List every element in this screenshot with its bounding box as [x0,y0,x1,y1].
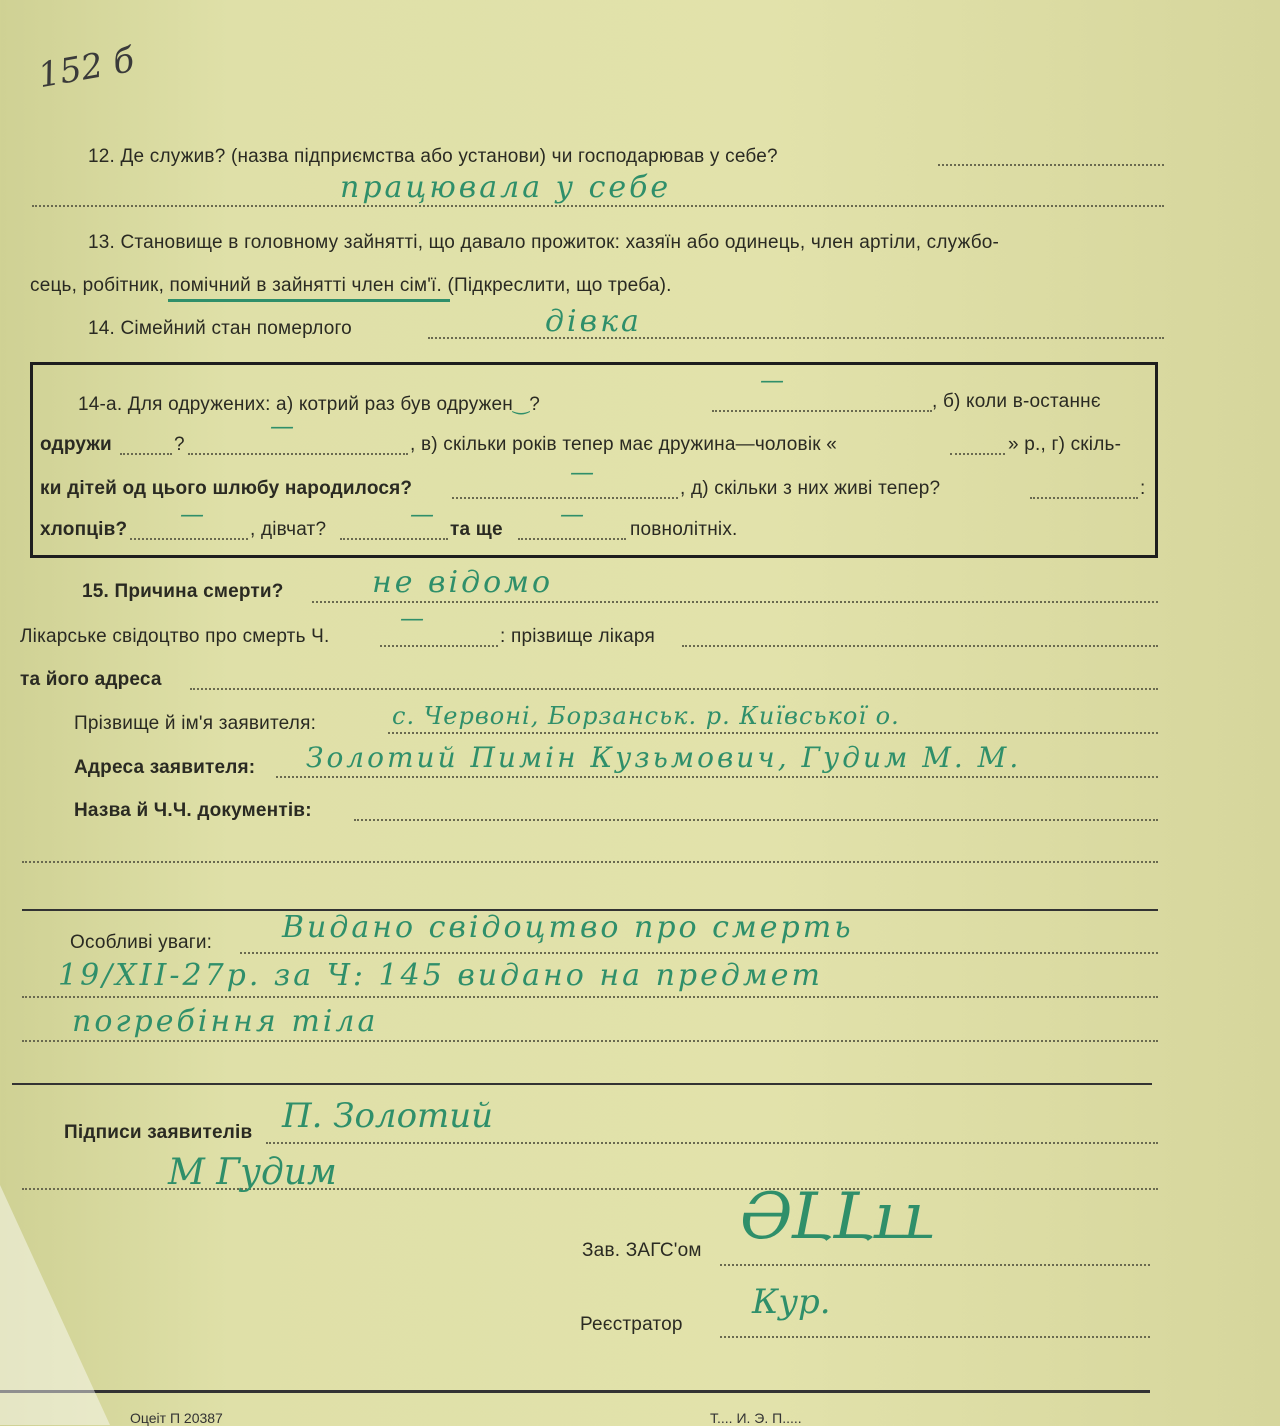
notes-text-2: 19/XII-27р. за Ч: 145 видано на предмет [58,958,823,993]
applicant-name-label: Прізвище й ім'я заявителя: [74,713,317,734]
doctor-cert-dash: — [400,604,425,632]
q14a-line4-a: хлопців? [40,519,128,540]
doctor-cert-blank [380,645,498,647]
q14a-line2-b: , в) скільки років тепер має дружина—чоловік « [410,434,838,455]
q14a-line2-blank-c [950,453,1005,455]
q14a-line4-b: , дівчат? [250,519,327,540]
zags-head-line [720,1264,1150,1266]
signatures-line-1 [266,1142,1158,1144]
applicant-address-label: Адреса заявителя: [74,757,256,778]
q14a-line2-a: одружи [40,434,112,455]
q13-line1: 13. Становище в головному зайнятті, що давало прожиток: хазяїн або одинець, член артіли, службо- [88,232,1000,253]
q12-blank [938,164,1164,166]
notes-text-1: Видано свідоцтво про смерть [282,910,854,945]
q14a-line1: 14-а. Для одружених: а) котрий раз був одружен‿? [78,391,541,415]
q14a-line4-blank-c [518,538,626,540]
signatures-label: Підписи заявителів [64,1122,253,1143]
doctor-address-label: та його адреса [20,669,162,690]
q14a-dash-1: — [760,366,785,394]
applicant-docs-line-2 [22,861,1158,863]
q14a-dash-4: — [180,500,205,528]
q14a-line4-blank-a [130,538,248,540]
q12-answer: працювала у себе [340,170,672,205]
q15-label: 15. Причина смерти? [82,581,284,602]
applicant-name-value: с. Червоні, Борзанськ. р. Київської о. [392,702,900,730]
zags-head-signature: ӘԼԼււ [740,1180,932,1254]
q13-line2 [30,275,672,297]
q14a-line3-blank-b [1030,497,1138,499]
q13-underlined-option: помічний в зайнятті член сім'ї. [170,275,448,296]
q14a-line2-blank-b [188,453,408,455]
doctor-surname-blank [682,645,1158,647]
footer-left: Оцеіт П 20387 [130,1410,223,1426]
q14a-line3-blank-a [452,497,678,499]
q14a-line4-d: повнолітніх. [630,519,738,540]
applicant-address-line [276,776,1158,778]
registrar-label: Реєстратор [580,1314,683,1335]
q14a-dash-2: — [270,412,295,440]
page-fold [0,1185,110,1425]
notes-label: Особливі уваги: [70,932,213,953]
notes-line-2 [22,996,1158,998]
bottom-border-line [0,1390,1150,1393]
q14-answer-line [428,337,1164,339]
q14a-line2-c: » р., г) скіль- [1008,434,1122,455]
separator-line-2 [12,1083,1152,1085]
applicant-name-line [388,732,1158,734]
q13-line2-after: (Підкреслити, що треба). [447,275,672,296]
q14a-line2-q: ? [174,434,185,455]
q14a-dash-6: — [560,500,585,528]
applicant-signature-1: П. Золотий [282,1096,494,1136]
q14a-line4-blank-b [340,538,448,540]
q14-label: 14. Сімейний стан померлого [88,318,352,339]
q14a-line4-c: та ще [450,519,503,540]
registrar-signature: Кур. [752,1282,831,1322]
q12-label: 12. Де служив? (назва підприємства або установи) чи господарював у себе? [88,146,778,167]
q14a-line3-c: : [1140,478,1146,499]
applicant-docs-label: Назва й Ч.Ч. документів: [74,800,312,821]
q15-answer-line [312,601,1158,603]
footer-right: Т.... И. Э. П..... [710,1410,802,1426]
doctor-surname-label: : прізвище лікаря [500,626,655,647]
registrar-line [720,1336,1150,1338]
q13-line2-before: сець, робітник, [30,275,165,296]
applicant-docs-line [354,819,1158,821]
archive-number: 152 б [35,39,138,97]
notes-line-3 [22,1040,1158,1042]
q14-answer: дівка [545,304,642,339]
applicant-address-value: Золотий Пимін Кузьмович, Гудим М. М. [306,741,1022,774]
q14a-line2-blank-a [120,453,172,455]
notes-text-3: погребіння тіла [72,1004,379,1039]
q14a-line1-blank [712,410,932,412]
doctor-cert-label: Лікарське свідоцтво про смерть Ч. [20,626,330,647]
q15-answer: не відомо [372,565,554,600]
applicant-signature-2: М Гудим [168,1152,337,1193]
q14a-dash-3: — [570,458,595,486]
q12-answer-line [32,205,1164,207]
doctor-address-blank [190,688,1158,690]
q14a-line1-b: , б) коли в-останнє [932,391,1101,412]
q13-green-underline [168,299,450,302]
q14a-line3-b: , д) скільки з них живі тепер? [680,478,941,499]
notes-line-1 [240,952,1158,954]
q14a-dash-5: — [410,500,435,528]
q14a-line3-a: ки дітей од цього шлюбу народилося? [40,478,413,499]
zags-head-label: Зав. ЗАГС'ом [582,1240,702,1261]
